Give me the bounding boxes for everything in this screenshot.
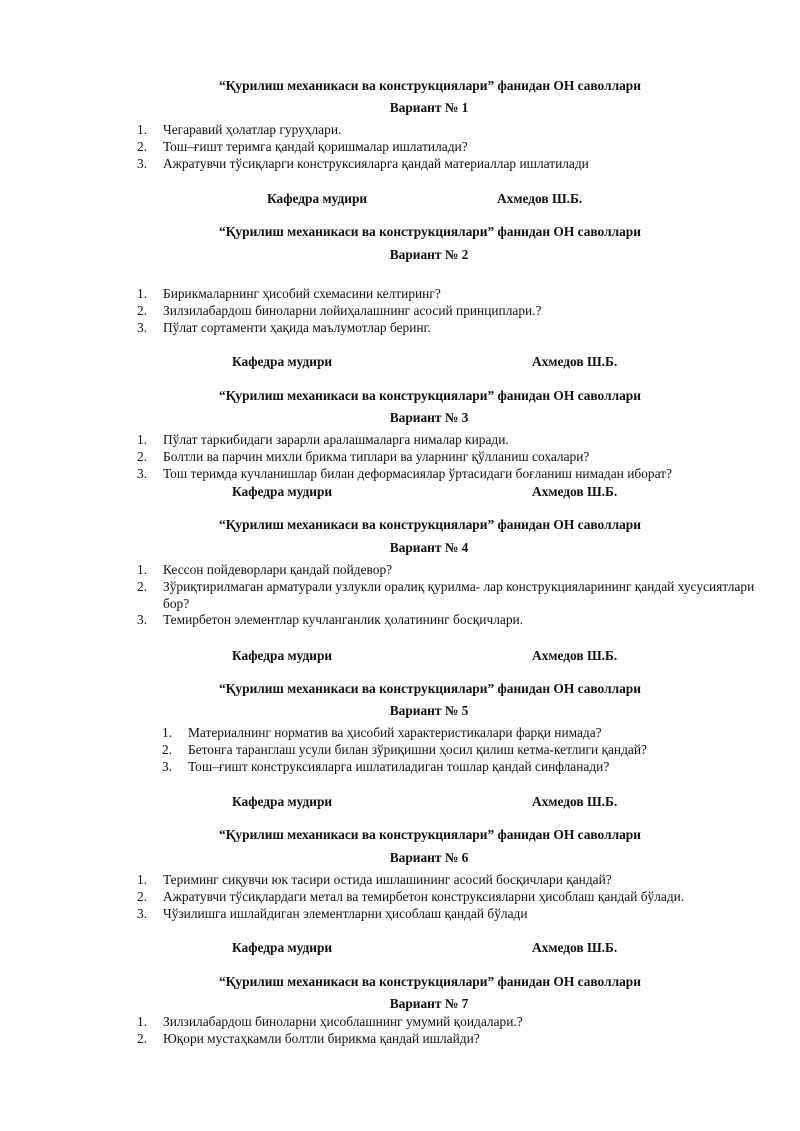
head-of-department-name: Ахмедов Ш.Б. bbox=[532, 940, 618, 955]
question-item: 1. Чегаравий ҳолатлар гуруҳлари. bbox=[137, 122, 342, 137]
question-item: 1. Зилзилабардош биноларни ҳисоблашнинг умумий қоидалари.? bbox=[137, 1014, 523, 1029]
question-item: 2. Зўриқтирилмаган арматурали узлукли оралиқ қурилма- лар конструкцияларининг қандай хусусиятлари бор? bbox=[137, 578, 755, 611]
question-list bbox=[162, 725, 762, 775]
ticket-title: “Қурилиш механикаси ва конструкциялари” фанидан ОН саволлари bbox=[219, 224, 641, 239]
ticket-title: “Қурилиш механикаси ва конструкциялари” фанидан ОН саволлари bbox=[219, 681, 641, 696]
question-item: 3. Тош–ғишт конструксияларга ишлатиладиган тошлар қандай синфланади? bbox=[162, 758, 610, 774]
question-list bbox=[137, 122, 757, 172]
head-of-department-name: Ахмедов Ш.Б. bbox=[497, 191, 583, 206]
head-of-department-name: Ахмедов Ш.Б. bbox=[532, 648, 618, 663]
question-list bbox=[137, 1014, 757, 1048]
question-item: 1. Пўлат таркибидаги зарарли аралашмаларга нималар киради. bbox=[137, 432, 509, 447]
question-item: 2. Тош–ғишт теримга қандай қоришмалар ишлатилади? bbox=[137, 138, 468, 154]
question-item: 3. Тош теримда кучланишлар билан деформасиялар ўртасидаги боғланиш нимадан иборат? bbox=[137, 465, 672, 481]
variant-heading: Вариант № 7 bbox=[389, 996, 469, 1011]
head-of-department-label: Кафедра мудири bbox=[232, 354, 333, 369]
question-item: 2. Зилзилабардош биноларни лойиҳалашнинг асосий принциплари.? bbox=[137, 302, 542, 318]
question-item: 3. Пўлат сортаменти ҳақида маълумотлар беринг. bbox=[137, 319, 431, 335]
head-of-department-label: Кафедра мудири bbox=[267, 191, 368, 206]
question-item: 3. Темирбетон элементлар кучланганлик ҳолатининг босқичлари. bbox=[137, 612, 524, 628]
head-of-department-label: Кафедра мудири bbox=[232, 484, 333, 499]
variant-heading: Вариант № 1 bbox=[389, 100, 469, 115]
ticket-title: “Қурилиш механикаси ва конструкциялари” фанидан ОН саволлари bbox=[219, 78, 641, 93]
ticket-title: “Қурилиш механикаси ва конструкциялари” фанидан ОН саволлари bbox=[219, 517, 641, 532]
head-of-department-name: Ахмедов Ш.Б. bbox=[532, 354, 618, 369]
question-list bbox=[137, 562, 757, 629]
question-item: 3. Чўзилишга ишлайдиган элементларни ҳисоблаш қандай бўлади bbox=[137, 905, 528, 921]
question-item: 1. Кессон пойдеворлари қандай пойдевор? bbox=[137, 562, 393, 577]
question-item: 1. Материалнинг норматив ва ҳисобий характеристикалари фарқи нимада? bbox=[162, 725, 602, 740]
question-item: 2. Ажратувчи тўсиқлардаги метал ва темирбетон конструксияларни ҳисоблаш қандай бўлади. bbox=[137, 888, 685, 904]
question-list bbox=[137, 872, 777, 922]
variant-heading: Вариант № 3 bbox=[389, 410, 469, 425]
ticket-title: “Қурилиш механикаси ва конструкциялари” фанидан ОН саволлари bbox=[219, 827, 641, 842]
head-of-department-name: Ахмедов Ш.Б. bbox=[532, 794, 618, 809]
question-item: 3. Ажратувчи тўсиқларги конструксияларга қандай материаллар ишлатилади bbox=[137, 155, 589, 171]
variant-heading: Вариант № 2 bbox=[389, 247, 469, 262]
ticket-title: “Қурилиш механикаси ва конструкциялари” фанидан ОН саволлари bbox=[219, 974, 641, 989]
question-list bbox=[137, 286, 757, 336]
head-of-department-name: Ахмедов Ш.Б. bbox=[532, 484, 618, 499]
variant-heading: Вариант № 6 bbox=[389, 850, 469, 865]
ticket-title: “Қурилиш механикаси ва конструкциялари” фанидан ОН саволлари bbox=[219, 388, 641, 403]
question-item: 1. Териминг сиқувчи юк тасири остида ишлашининг асосий босқичлари қандай? bbox=[137, 872, 612, 887]
variant-heading: Вариант № 4 bbox=[389, 540, 469, 555]
variant-heading: Вариант № 5 bbox=[389, 703, 469, 718]
head-of-department-label: Кафедра мудири bbox=[232, 648, 333, 663]
head-of-department-label: Кафедра мудири bbox=[232, 794, 333, 809]
question-item: 2. Юқори мустаҳкамли болтли бирикма қандай ишлайди? bbox=[137, 1030, 480, 1046]
question-list bbox=[137, 432, 757, 482]
question-item: 2. Бетонга таранглаш усули билан зўриқишни ҳосил қилиш кетма-кетлиги қандай? bbox=[162, 741, 647, 757]
head-of-department-label: Кафедра мудири bbox=[232, 940, 333, 955]
question-item: 2. Болтли ва парчин михли брикма типлари ва уларнинг қўлланиш сохалари? bbox=[137, 448, 590, 464]
question-item: 1. Бирикмаларнинг ҳисобий схемасини келтиринг? bbox=[137, 286, 441, 301]
